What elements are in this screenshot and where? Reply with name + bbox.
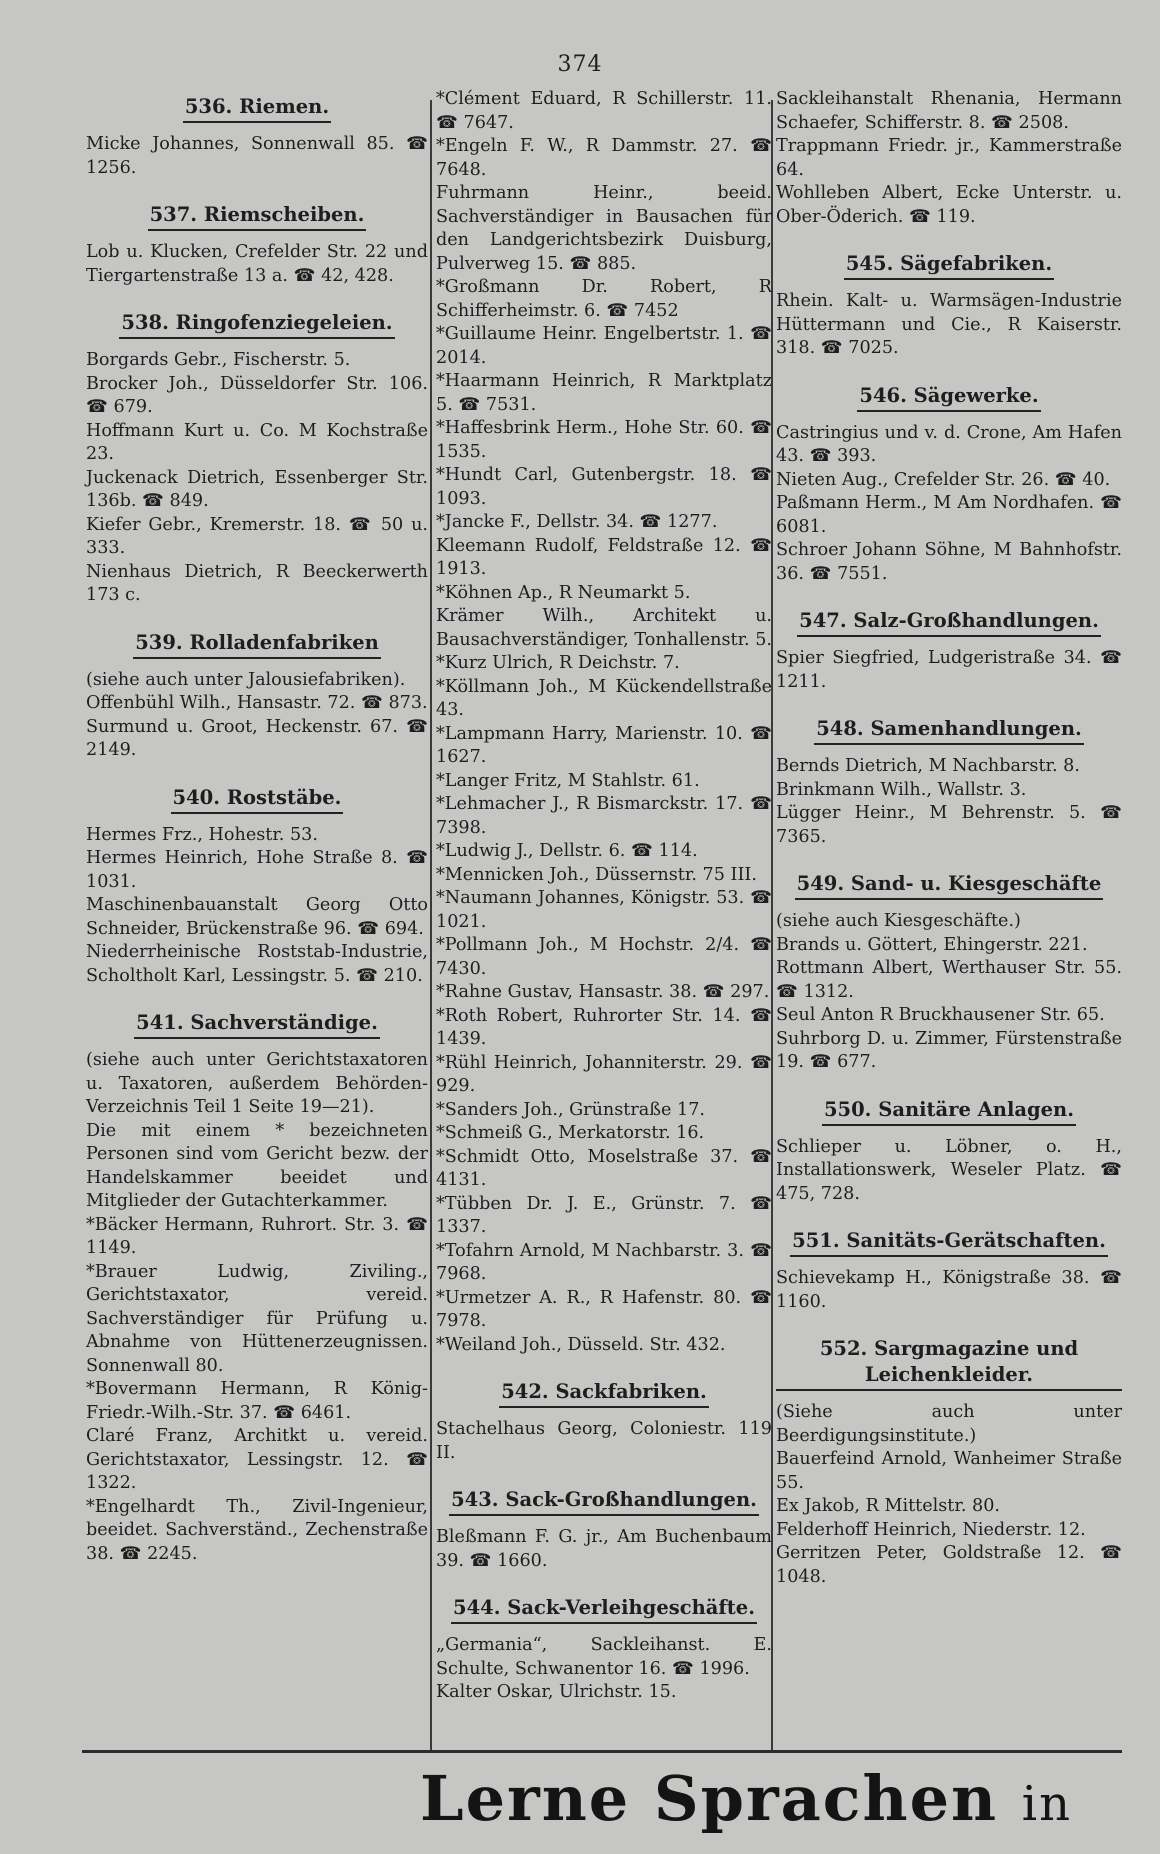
- directory-entry: Juckenack Dietrich, Essenberger Str. 136b. ☎ 849.: [86, 467, 428, 511]
- directory-entry: Borgards Gebr., Fischerstr. 5.: [86, 350, 351, 370]
- directory-entry: *Tübben Dr. J. E., Grünstr. 7. ☎ 1337.: [436, 1193, 772, 1237]
- section-heading-text: 536. Riemen.: [183, 94, 331, 123]
- section-heading-text: 547. Salz-Großhandlungen.: [797, 608, 1101, 637]
- directory-entry: *Weiland Joh., Düsseld. Str. 432.: [436, 1334, 726, 1355]
- directory-entry: *Schmidt Otto, Moselstraße 37. ☎ 4131.: [436, 1146, 772, 1190]
- directory-entry: Brocker Joh., Düsseldorfer Str. 106. ☎ 679.: [86, 373, 428, 417]
- directory-entry: *Köhnen Ap., R Neumarkt 5.: [436, 582, 691, 603]
- directory-section: [86, 785, 428, 989]
- directory-entry: Schroer Johann Söhne, M Bahnhofstr. 36. ☎ 7551.: [776, 540, 1122, 584]
- column-3: [776, 88, 1122, 1611]
- directory-entry: Bernds Dietrich, M Nachbarstr. 8.: [776, 756, 1080, 776]
- directory-entry: Hoffmann Kurt u. Co. M Kochstraße 23.: [86, 420, 428, 464]
- directory-entry: Castringius und v. d. Crone, Am Hafen 43. ☎ 393.: [776, 422, 1122, 466]
- section-heading-text: 545. Sägefabriken.: [844, 251, 1054, 280]
- directory-entry: Paßmann Herm., M Am Nordhafen. ☎ 6081.: [776, 493, 1122, 537]
- directory-entry: *Langer Fritz, M Stahlstr. 61.: [436, 770, 700, 791]
- section-heading: [86, 310, 428, 339]
- directory-entry: *Hundt Carl, Gutenbergstr. 18. ☎ 1093.: [436, 465, 772, 509]
- directory-entry: *Urmetzer A. R., R Hafenstr. 80. ☎ 7978.: [436, 1287, 772, 1331]
- directory-entry: *Tofahrn Arnold, M Nachbarstr. 3. ☎ 7968.: [436, 1240, 772, 1284]
- directory-section: [776, 1097, 1122, 1207]
- directory-entry: Bleßmann F. G. jr., Am Buchenbaum 39. ☎ 1660.: [436, 1527, 772, 1571]
- directory-entry: Rhein. Kalt- u. Warmsägen-Industrie Hüttermann und Cie., R Kaiserstr. 318. ☎ 7025.: [776, 291, 1122, 358]
- directory-entry: *Engeln F. W., R Dammstr. 27. ☎ 7648.: [436, 136, 772, 180]
- directory-section: [436, 88, 772, 1357]
- directory-section: [776, 871, 1122, 1075]
- directory-entry: Brands u. Göttert, Ehingerstr. 221.: [776, 934, 1088, 955]
- directory-entry: *Schmeiß G., Merkatorstr. 16.: [436, 1123, 705, 1143]
- directory-entry: Seul Anton R Bruckhausener Str. 65.: [776, 1005, 1105, 1025]
- section-heading-text: 542. Sackfabriken.: [499, 1379, 709, 1408]
- section-heading-text: 538. Ringofenziegeleien.: [119, 310, 394, 339]
- section-heading-text: 552. Sargmagazine und Leichenkleider.: [776, 1336, 1122, 1391]
- directory-section: [776, 383, 1122, 587]
- section-heading: [776, 1097, 1122, 1126]
- directory-entry: Krämer Wilh., Architekt u. Bausachverständiger, Tonhallenstr. 5.: [436, 606, 773, 650]
- footer-rule: [82, 1750, 1122, 1753]
- directory-section: [86, 630, 428, 763]
- directory-entry: *Lehmacher J., R Bismarckstr. 17. ☎ 7398.: [436, 794, 772, 838]
- advertisement-main: Lerne Sprachen: [420, 1762, 999, 1835]
- section-heading: [86, 630, 428, 659]
- directory-entry: Nieten Aug., Crefelder Str. 26. ☎ 40.: [776, 469, 1111, 490]
- directory-entry: *Köllmann Joh., M Kückendellstraße 43.: [436, 676, 772, 720]
- section-heading-text: 549. Sand- u. Kiesgeschäfte: [795, 871, 1104, 900]
- directory-entry: *Guillaume Heinr. Engelbertstr. 1. ☎ 2014.: [436, 324, 772, 368]
- section-heading: [776, 251, 1122, 280]
- section-heading-text: 544. Sack-Verleihgeschäfte.: [451, 1595, 757, 1624]
- directory-entry: *Clément Eduard, R Schillerstr. 11. ☎ 7647.: [436, 89, 772, 133]
- directory-entry: Niederrheinische Roststab-Industrie, Scholtholt Karl, Lessingstr. 5. ☎ 210.: [86, 942, 428, 986]
- directory-entry: *Jancke F., Dellstr. 34. ☎ 1277.: [436, 512, 718, 532]
- directory-entry: Kiefer Gebr., Kremerstr. 18. ☎ 50 u. 333.: [86, 514, 428, 558]
- directory-entry: (siehe auch unter Gerichtstaxatoren u. Taxatoren, außerdem Behörden-Verzeichnis Teil 1 Seite 19—21).: [86, 1050, 428, 1117]
- advertisement: [420, 1763, 1120, 1840]
- directory-entry: Micke Johannes, Sonnenwall 85. ☎ 1256.: [86, 134, 428, 178]
- directory-section: [776, 88, 1122, 229]
- section-heading-text: 540. Roststäbe.: [171, 785, 344, 814]
- directory-entry: Gerritzen Peter, Goldstraße 12. ☎ 1048.: [776, 1543, 1122, 1587]
- section-heading: [86, 1010, 428, 1039]
- section-heading: [86, 94, 428, 123]
- directory-entry: *Bovermann Hermann, R König-Friedr.-Wilh.-Str. 37. ☎ 6461.: [86, 1379, 428, 1423]
- directory-entry: Ex Jakob, R Mittelstr. 80.: [776, 1496, 1001, 1516]
- directory-section: [86, 310, 428, 608]
- section-heading: [436, 1379, 772, 1408]
- directory-entry: Wohlleben Albert, Ecke Unterstr. u. Ober-Öderich. ☎ 119.: [776, 183, 1122, 227]
- column-divider: [430, 100, 432, 1750]
- directory-entry: Fuhrmann Heinr., beeid. Sachverständiger in Bausachen für den Landgerichtsbezirk Duisburg, Pulverweg 15. ☎ 885.: [436, 183, 772, 274]
- directory-entry: Kleemann Rudolf, Feldstraße 12. ☎ 1913.: [436, 535, 772, 579]
- directory-entry: *Großmann Dr. Robert, R Schifferheimstr. 6. ☎ 7452: [436, 277, 772, 321]
- directory-entry: Suhrborg D. u. Zimmer, Fürstenstraße 19. ☎ 677.: [776, 1028, 1122, 1072]
- directory-entry: Stachelhaus Georg, Coloniestr. 119 II.: [436, 1419, 772, 1463]
- section-heading: [776, 383, 1122, 412]
- directory-entry: *Haarmann Heinrich, R Marktplatz 5. ☎ 7531.: [436, 371, 772, 415]
- section-heading-text: 541. Sachverständige.: [134, 1010, 380, 1039]
- section-heading: [776, 1228, 1122, 1257]
- directory-section: [86, 1010, 428, 1566]
- directory-entry: Sackleihanstalt Rhenania, Hermann Schaefer, Schifferstr. 8. ☎ 2508.: [776, 89, 1122, 133]
- directory-section: [86, 94, 428, 180]
- directory-entry: (Siehe auch unter Beerdigungsinstitute.): [776, 1402, 1122, 1446]
- directory-entry: *Haffesbrink Herm., Hohe Str. 60. ☎ 1535.: [436, 418, 772, 462]
- directory-entry: *Kurz Ulrich, R Deichstr. 7.: [436, 653, 680, 673]
- directory-entry: *Naumann Johannes, Königstr. 53. ☎ 1021.: [436, 888, 772, 932]
- directory-entry: Rottmann Albert, Werthauser Str. 55. ☎ 1312.: [776, 958, 1122, 1002]
- directory-section: [776, 1336, 1122, 1589]
- directory-entry: Bauerfeind Arnold, Wanheimer Straße 55.: [776, 1449, 1122, 1493]
- directory-entry: *Ludwig J., Dellstr. 6. ☎ 114.: [436, 841, 698, 861]
- directory-entry: Spier Siegfried, Ludgeristraße 34. ☎ 1211.: [776, 648, 1122, 692]
- directory-entry: Nienhaus Dietrich, R Beeckerwerth 173 c.: [86, 561, 428, 605]
- directory-entry: *Bäcker Hermann, Ruhrort. Str. 3. ☎ 1149.: [86, 1214, 428, 1258]
- directory-entry: (siehe auch Kiesgeschäfte.): [776, 911, 1021, 931]
- directory-section: [436, 1487, 772, 1573]
- section-heading: [776, 1336, 1122, 1391]
- directory-entry: *Pollmann Joh., M Hochstr. 2/4. ☎ 7430.: [436, 935, 772, 979]
- directory-entry: Hermes Frz., Hohestr. 53.: [86, 824, 318, 845]
- directory-entry: Offenbühl Wilh., Hansastr. 72. ☎ 873.: [86, 693, 428, 713]
- directory-entry: Lügger Heinr., M Behrenstr. 5. ☎ 7365.: [776, 803, 1122, 847]
- directory-entry: Brinkmann Wilh., Wallstr. 3.: [776, 779, 1027, 800]
- directory-entry: Kalter Oskar, Ulrichstr. 15.: [436, 1682, 677, 1702]
- section-heading-text: 539. Rolladenfabriken: [133, 630, 381, 659]
- section-heading: [436, 1487, 772, 1516]
- directory-entry: *Engelhardt Th., Zivil-Ingenieur, beeidet. Sachverständ., Zechenstraße 38. ☎ 2245.: [86, 1496, 428, 1564]
- directory-entry: (siehe auch unter Jalousiefabriken).: [86, 669, 406, 690]
- section-heading-text: 546. Sägewerke.: [857, 383, 1040, 412]
- directory-section: [776, 1228, 1122, 1314]
- section-heading-text: 551. Sanitäts-Gerätschaften.: [790, 1228, 1108, 1257]
- directory-entry: *Mennicken Joh., Düssernstr. 75 III.: [436, 864, 757, 885]
- section-heading: [776, 871, 1122, 900]
- directory-entry: *Brauer Ludwig, Ziviling., Gerichtstaxator, vereid. Sachverständiger für Prüfung u. Abnahme von Hüttenerzeugnissen. Sonnenwall 80.: [86, 1261, 428, 1376]
- section-heading: [776, 716, 1122, 745]
- directory-entry: Die mit einem * bezeichneten Personen sind vom Gericht bezw. der Handelskammer beeidet und Mitglieder der Gutachterkammer.: [86, 1120, 428, 1211]
- directory-section: [436, 1379, 772, 1465]
- directory-entry: Schievekamp H., Königstraße 38. ☎ 1160.: [776, 1268, 1122, 1312]
- directory-entry: *Lampmann Harry, Marienstr. 10. ☎ 1627.: [436, 723, 772, 767]
- directory-section: [436, 1595, 772, 1705]
- column-1: [86, 88, 428, 1588]
- section-heading: [86, 202, 428, 231]
- directory-section: [776, 251, 1122, 361]
- directory-entry: *Rahne Gustav, Hansastr. 38. ☎ 297.: [436, 982, 770, 1002]
- directory-entry: Lob u. Klucken, Crefelder Str. 22 und Tiergartenstraße 13 a. ☎ 42, 428.: [86, 242, 428, 286]
- directory-section: [86, 202, 428, 288]
- section-heading-text: 548. Samenhandlungen.: [814, 716, 1084, 745]
- section-heading-text: 537. Riemscheiben.: [148, 202, 367, 231]
- directory-entry: Trappmann Friedr. jr., Kammerstraße 64.: [776, 136, 1122, 180]
- directory-section: [776, 716, 1122, 849]
- section-heading-text: 543. Sack-Großhandlungen.: [449, 1487, 759, 1516]
- column-2: [436, 88, 772, 1727]
- directory-entry: *Roth Robert, Ruhrorter Str. 14. ☎ 1439.: [436, 1005, 772, 1049]
- section-heading: [436, 1595, 772, 1624]
- section-heading: [776, 608, 1122, 637]
- advertisement-tail: in: [1021, 1776, 1072, 1832]
- directory-entry: Maschinenbauanstalt Georg Otto Schneider, Brückenstraße 96. ☎ 694.: [86, 895, 428, 939]
- section-heading: [86, 785, 428, 814]
- directory-entry: Hermes Heinrich, Hohe Straße 8. ☎ 1031.: [86, 848, 428, 892]
- directory-entry: Schlieper u. Löbner, o. H., Installationswerk, Weseler Platz. ☎ 475, 728.: [776, 1136, 1122, 1204]
- directory-entry: Surmund u. Groot, Heckenstr. 67. ☎ 2149.: [86, 716, 428, 760]
- directory-entry: *Sanders Joh., Grünstraße 17.: [436, 1099, 705, 1120]
- directory-entry: Felderhoff Heinrich, Niederstr. 12.: [776, 1519, 1086, 1540]
- section-heading-text: 550. Sanitäre Anlagen.: [822, 1097, 1076, 1126]
- directory-entry: Claré Franz, Architkt u. vereid. Gerichtstaxator, Lessingstr. 12. ☎ 1322.: [86, 1426, 428, 1493]
- directory-entry: „Germania“, Sackleihanst. E. Schulte, Schwanentor 16. ☎ 1996.: [436, 1635, 772, 1679]
- directory-entry: *Rühl Heinrich, Johanniterstr. 29. ☎ 929.: [436, 1052, 772, 1096]
- directory-section: [776, 608, 1122, 694]
- page-number: 374: [557, 52, 603, 77]
